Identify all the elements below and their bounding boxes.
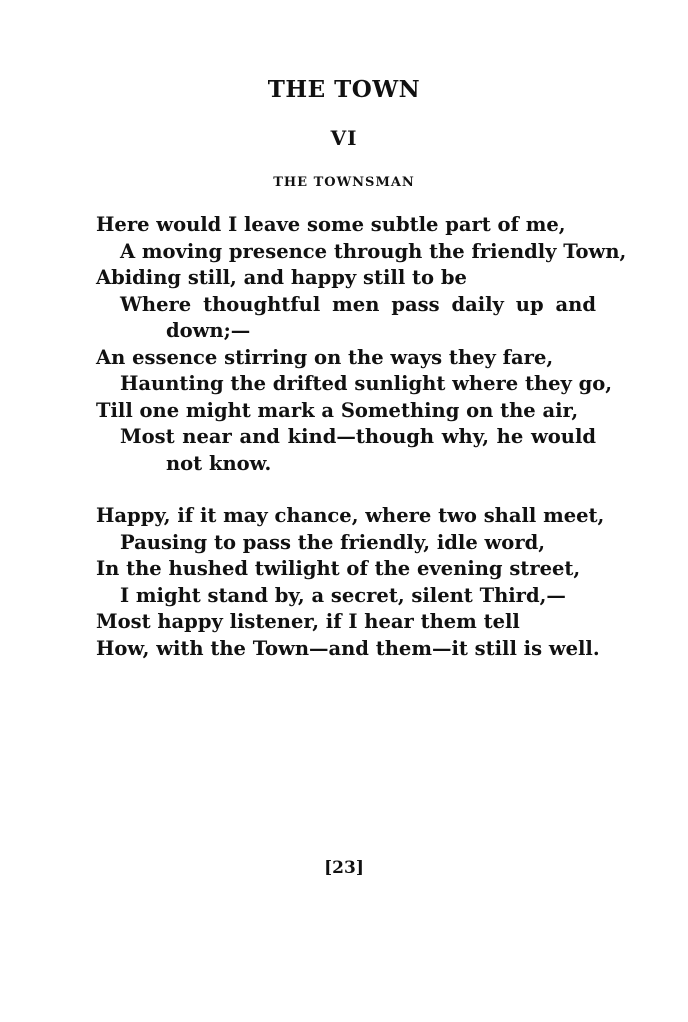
poem-line: Here would I leave some subtle part of me,	[96, 213, 566, 236]
stanza-1	[96, 212, 627, 477]
page-number: [23]	[324, 858, 364, 878]
poem-line: Most happy listener, if I hear them tell	[96, 610, 520, 633]
poem-line: I might stand by, a secret, silent Third,—	[120, 583, 566, 607]
poem-line-continuation: down;—	[166, 319, 251, 342]
poem-line: Till one might mark a Something on the air,	[96, 398, 579, 422]
poem-line: How, with the Town—and them—it still is well.	[96, 636, 600, 660]
poem-line: Most near and kind—though why, he would	[120, 425, 596, 448]
poem-line: Haunting the drifted sunlight where they go,	[120, 372, 613, 395]
stanza-2	[96, 503, 605, 662]
poem-line: Where thoughtful men pass daily up and	[120, 292, 596, 316]
poem-line: Pausing to pass the friendly, idle word,	[120, 530, 546, 554]
poem-subtitle: THE TOWNSMAN	[273, 175, 415, 190]
poem-line-continuation: not know.	[166, 451, 272, 475]
poem-line: An essence stirring on the ways they fare,	[96, 345, 554, 369]
poem-line: In the hushed twilight of the evening street,	[96, 557, 581, 580]
poem-line: A moving presence through the friendly Town,	[120, 239, 627, 263]
poem-line: Happy, if it may chance, where two shall meet,	[96, 504, 605, 527]
poem-body	[96, 212, 627, 662]
page-title: THE TOWN	[267, 76, 421, 103]
poem-line: Abiding still, and happy still to be	[96, 266, 467, 289]
section-numeral: VI	[330, 126, 358, 150]
